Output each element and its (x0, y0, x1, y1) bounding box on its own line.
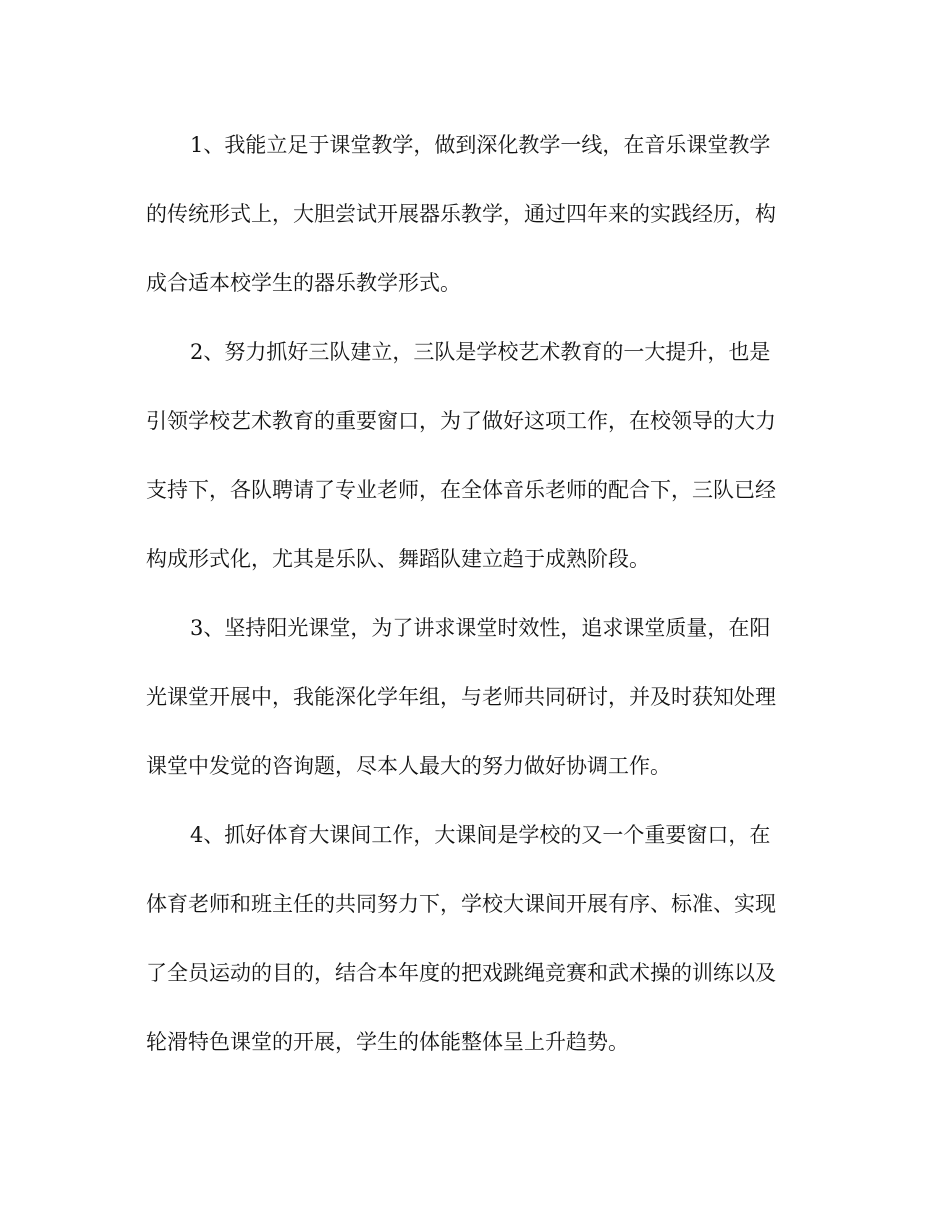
paragraph-line: 轮滑特色课堂的开展，学生的体能整体呈上升趋势。 (146, 1030, 629, 1054)
document-body (146, 118, 816, 1084)
paragraph-1 (146, 118, 816, 325)
paragraph-line: 的传统形式上，大胆尝试开展器乐教学，通过四年来的实践经历，构 (146, 202, 776, 226)
paragraph-line: 2、努力抓好三队建立，三队是学校艺术教育的一大提升，也是 (190, 340, 771, 364)
paragraph-4 (146, 808, 816, 1084)
paragraph-line: 了全员运动的目的，结合本年度的把戏跳绳竞赛和武术操的训练以及 (146, 961, 776, 985)
paragraph-line: 1、我能立足于课堂教学，做到深化教学一线，在音乐课堂教学 (190, 133, 771, 157)
paragraph-line: 引领学校艺术教育的重要窗口，为了做好这项工作，在校领导的大力 (146, 409, 776, 433)
paragraph-3 (146, 601, 816, 808)
paragraph-line: 光课堂开展中，我能深化学年组，与老师共同研讨，并及时获知处理 (146, 685, 776, 709)
paragraph-2 (146, 325, 816, 601)
paragraph-line: 课堂中发觉的咨询题，尽本人最大的努力做好协调工作。 (146, 754, 671, 778)
paragraph-line: 4、抓好体育大课间工作，大课间是学校的又一个重要窗口，在 (190, 823, 771, 847)
paragraph-line: 3、坚持阳光课堂，为了讲求课堂时效性，追求课堂质量，在阳 (190, 616, 771, 640)
paragraph-line: 体育老师和班主任的共同努力下，学校大课间开展有序、标准、实现 (146, 892, 776, 916)
paragraph-line: 成合适本校学生的器乐教学形式。 (146, 271, 461, 295)
paragraph-line: 支持下，各队聘请了专业老师，在全体音乐老师的配合下，三队已经 (146, 478, 776, 502)
paragraph-line: 构成形式化，尤其是乐队、舞蹈队建立趋于成熟阶段。 (146, 547, 650, 571)
